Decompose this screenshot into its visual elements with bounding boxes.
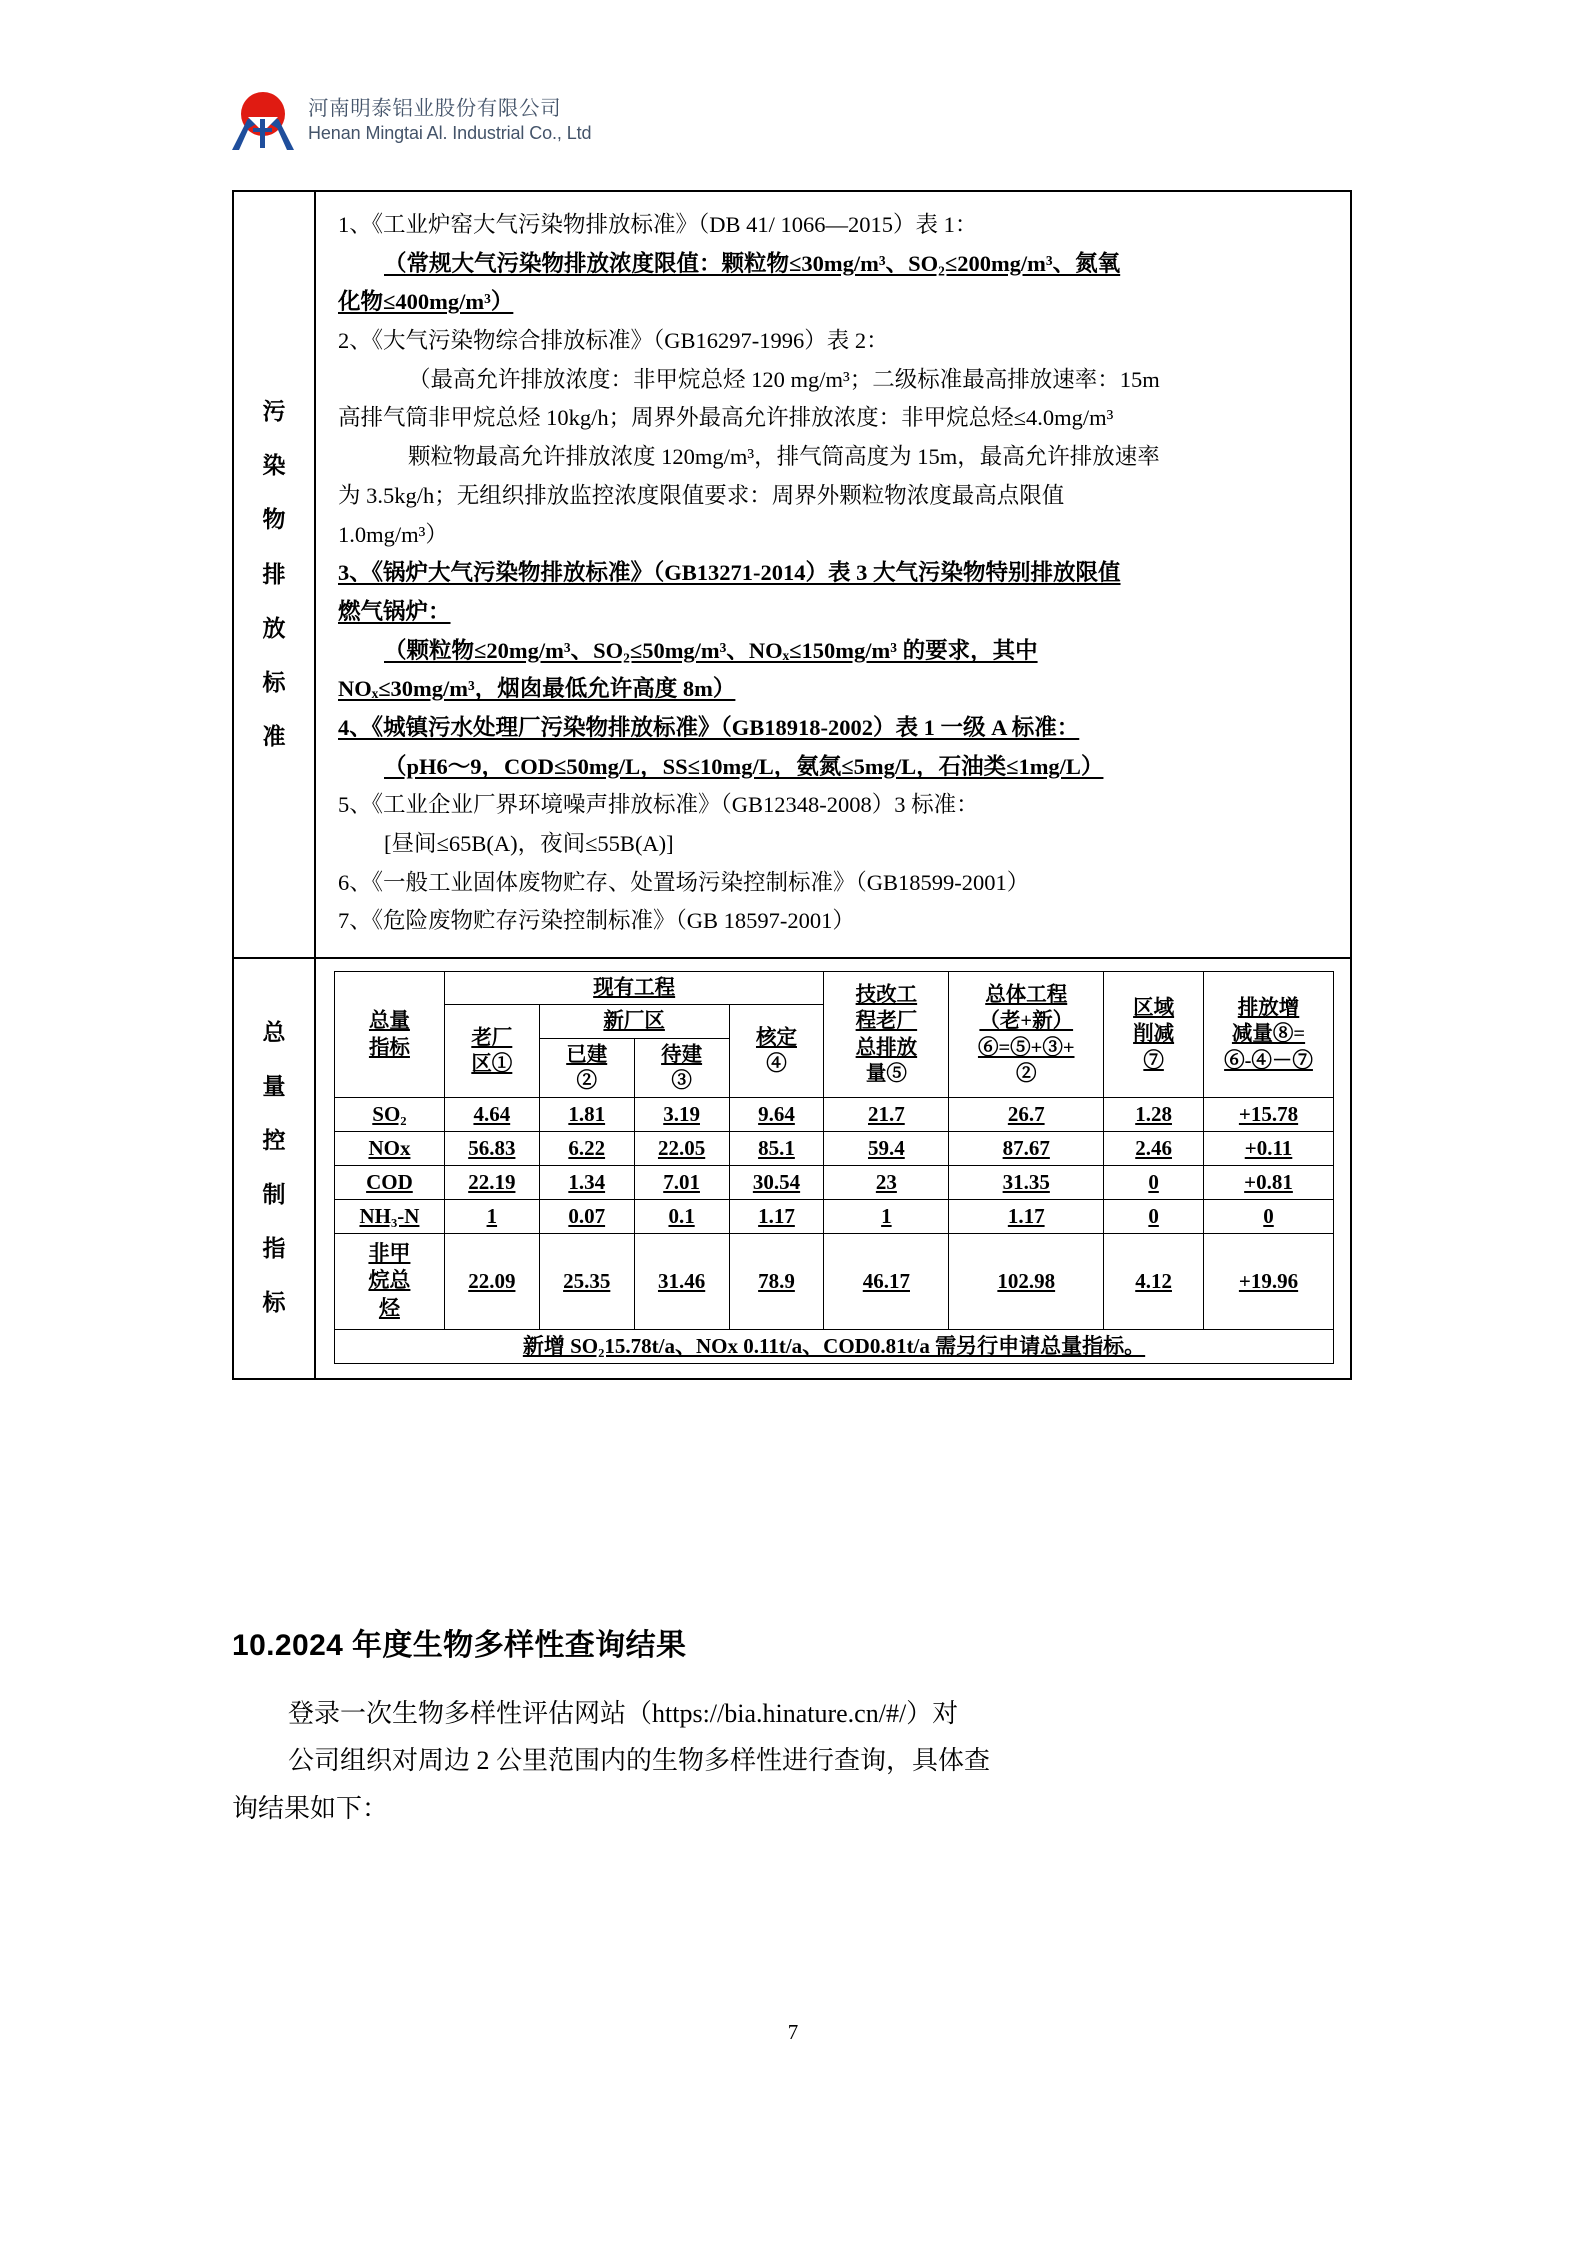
cell-value: 85.1 [729, 1131, 824, 1165]
standard-item-3d: NOₓ≤30mg/m³，烟囱最低允许高度 8m） [338, 676, 736, 702]
quota-data-table [334, 971, 1334, 1363]
th-net-l3: ⑥-④－⑦ [1224, 1049, 1313, 1072]
th-regional-reduction [1104, 972, 1204, 1098]
standards-row-label [234, 192, 316, 957]
cell-value: 1 [444, 1199, 539, 1233]
logo-cross-shape [253, 128, 272, 132]
th-net-l1: 排放增 [1237, 997, 1300, 1020]
cell-value: 1.28 [1104, 1098, 1204, 1132]
company-name-en: Henan Mingtai Al. Industrial Co., Ltd [308, 123, 592, 144]
standard-item-5b: [昼间≤65B(A)，夜间≤55B(A)] [384, 831, 674, 856]
standard-item-2b: （最高允许排放浓度：非甲烷总烃 120 mg/m³；二级标准最高排放速率：15m [408, 366, 1160, 392]
th-overall-l2: （老+新） [979, 1010, 1074, 1033]
cell-value: 26.7 [949, 1098, 1104, 1132]
th-pending [634, 1038, 729, 1097]
quota-data-table-wrap [316, 959, 1350, 1377]
th-net-change [1204, 972, 1334, 1098]
cell-indicator-l1: 非甲 [368, 1240, 411, 1265]
cell-value: 1.81 [539, 1098, 634, 1132]
cell-value: +0.11 [1204, 1131, 1334, 1165]
label-char: 总 [262, 1020, 286, 1046]
label-char: 准 [262, 723, 286, 749]
cell-value: +19.96 [1204, 1233, 1334, 1329]
th-overall-total [949, 972, 1104, 1098]
table-row [335, 1131, 1334, 1165]
cell-value: 0 [1104, 1199, 1204, 1233]
th-group-new-plant-label: 新厂区 [603, 1010, 665, 1033]
label-char: 指 [262, 1236, 286, 1262]
th-approved [729, 1005, 824, 1098]
cell-indicator: SO₂ [335, 1098, 445, 1132]
section-10-paragraph-1: 登录一次生物多样性评估网站（https://bia.hinature.cn/#/）对 [288, 1699, 959, 1728]
standard-item-3b: 燃气锅炉： [338, 598, 451, 624]
quota-summary-note-text: 新增 SO₂15.78t/a、NOx 0.11t/a、COD0.81t/a 需另行申请总量指标。 [522, 1333, 1146, 1358]
label-char: 物 [262, 507, 286, 533]
section-10-heading: 10.2024 年度生物多样性查询结果 [232, 1629, 687, 1662]
cell-value: 6.22 [539, 1131, 634, 1165]
standard-item-3: 3、《锅炉大气污染物排放标准》（GB13271-2014）表 3 大气污染物特别排放限值 [338, 560, 1121, 586]
cell-value: 102.98 [949, 1233, 1104, 1329]
label-char: 染 [262, 453, 286, 479]
th-indicator [335, 972, 445, 1098]
th-retrofit-l3: 总排放 [855, 1036, 918, 1059]
cell-value: 23 [824, 1165, 949, 1199]
th-built [539, 1038, 634, 1097]
cell-value: 7.01 [634, 1165, 729, 1199]
standard-item-4b: （pH6～9，COD≤50mg/L，SS≤10mg/L，氨氮≤5mg/L，石油类≤1mg/L） [384, 753, 1104, 779]
cell-value: 46.17 [824, 1233, 949, 1329]
label-char: 污 [262, 399, 286, 425]
cell-value: 1.17 [729, 1199, 824, 1233]
cell-value: 9.64 [729, 1098, 824, 1132]
cell-value: 3.19 [634, 1098, 729, 1132]
company-name-cn: 河南明泰铝业股份有限公司 [308, 97, 562, 120]
table-summary-row [335, 1329, 1334, 1363]
cell-value: 56.83 [444, 1131, 539, 1165]
th-old-plant [444, 1005, 539, 1098]
th-approved-l2: ④ [766, 1053, 787, 1076]
standard-item-2e: 为 3.5kg/h；无组织排放监控浓度限值要求：周界外颗粒物浓度最高点限值 [338, 482, 1065, 508]
standard-item-2: 2、《大气污染物综合排放标准》（GB16297-1996）表 2： [338, 328, 889, 354]
table-row [335, 1165, 1334, 1199]
th-pending-l1: 待建 [661, 1043, 703, 1066]
cell-value: +15.78 [1204, 1098, 1334, 1132]
cell-indicator-l3: 烃 [378, 1295, 400, 1320]
th-indicator-l1: 总量 [368, 1010, 410, 1033]
cell-value: 22.05 [634, 1131, 729, 1165]
standard-item-6: 6、《一般工业固体废物贮存、处置场污染控制标准》（GB18599-2001） [338, 869, 1030, 895]
label-char: 制 [262, 1182, 286, 1208]
cell-indicator: NOx [335, 1131, 445, 1165]
quota-summary-note [335, 1329, 1334, 1363]
label-char: 标 [262, 1290, 286, 1316]
th-built-l2: ② [576, 1069, 597, 1092]
label-char: 排 [262, 561, 286, 587]
cell-indicator: COD [335, 1165, 445, 1199]
standard-item-2c: 高排气筒非甲烷总烃 10kg/h；周界外最高允许排放浓度：非甲烷总烃≤4.0mg/m³ [338, 405, 1114, 431]
cell-value: 0.07 [539, 1199, 634, 1233]
cell-value: 0.1 [634, 1199, 729, 1233]
cell-value: 21.7 [824, 1098, 949, 1132]
th-regional-l2: 削减 [1133, 1023, 1175, 1046]
standard-item-1: 1、《工业炉窑大气污染物排放标准》（DB 41/ 1066—2015）表 1： [338, 212, 978, 237]
table-row [335, 1199, 1334, 1233]
mingtai-logo-icon [232, 92, 294, 150]
standard-item-7: 7、《危险废物贮存污染控制标准》（GB 18597-2001） [338, 908, 855, 934]
cell-value: 31.46 [634, 1233, 729, 1329]
th-old-plant-l2: 区① [471, 1053, 513, 1076]
cell-value: +0.81 [1204, 1165, 1334, 1199]
quota-row [234, 959, 1350, 1377]
cell-value: 78.9 [729, 1233, 824, 1329]
standard-item-2d: 颗粒物最高允许排放浓度 120mg/m³，排气筒高度为 15m，最高允许排放速率 [408, 444, 1160, 470]
cell-indicator [335, 1233, 445, 1329]
standard-item-3c: （颗粒物≤20mg/m³、SO₂≤50mg/m³、NOₓ≤150mg/m³ 的要求，其中 [384, 637, 1038, 663]
table-header-row-1 [335, 972, 1334, 1005]
th-group-existing-label: 现有工程 [593, 977, 676, 1000]
standard-item-1c: 化物≤400mg/m³） [338, 289, 514, 315]
standards-row [234, 192, 1350, 959]
th-net-l2: 减量⑧= [1231, 1023, 1306, 1046]
th-retrofit-l4: 量⑤ [865, 1062, 907, 1085]
main-frame-table [232, 190, 1352, 1380]
section-10-paragraph-3: 询结果如下： [232, 1793, 389, 1823]
cell-value: 4.12 [1104, 1233, 1204, 1329]
cell-value: 30.54 [729, 1165, 824, 1199]
standard-item-1b: （常规大气污染物排放浓度限值：颗粒物≤30mg/m³、SO₂≤200mg/m³、氮氧 [384, 250, 1121, 276]
cell-value: 59.4 [824, 1131, 949, 1165]
cell-value: 1.17 [949, 1199, 1104, 1233]
cell-value: 25.35 [539, 1233, 634, 1329]
th-regional-l3: ⑦ [1143, 1049, 1164, 1072]
cell-value: 0 [1104, 1165, 1204, 1199]
cell-value: 87.67 [949, 1131, 1104, 1165]
th-overall-l4: ② [1015, 1062, 1037, 1085]
th-pending-l2: ③ [671, 1069, 692, 1092]
standard-item-4: 4、《城镇污水处理厂污染物排放标准》（GB18918-2002）表 1 一级 A 标准： [338, 714, 1080, 740]
label-char: 放 [262, 615, 286, 641]
th-overall-l3: ⑥=⑤+③+ [977, 1036, 1075, 1059]
th-regional-l1: 区域 [1133, 997, 1175, 1020]
th-approved-l1: 核定 [755, 1026, 797, 1049]
cell-value: 0 [1204, 1199, 1334, 1233]
th-retrofit-l1: 技改工 [855, 984, 918, 1007]
th-retrofit-total [824, 972, 949, 1098]
company-name-block [308, 98, 591, 144]
standard-item-5: 5、《工业企业厂界环境噪声排放标准》（GB12348-2008）3 标准： [338, 792, 979, 818]
th-old-plant-l1: 老厂 [471, 1026, 513, 1049]
standard-item-2f: 1.0mg/m³） [338, 521, 448, 547]
th-retrofit-l2: 程老厂 [855, 1010, 918, 1033]
table-row [335, 1098, 1334, 1132]
cell-value: 22.19 [444, 1165, 539, 1199]
th-overall-l1: 总体工程 [985, 984, 1068, 1007]
page-number: 7 [787, 2020, 799, 2044]
table-row [335, 1233, 1334, 1329]
th-indicator-l2: 指标 [368, 1036, 410, 1059]
cell-indicator: NH₃-N [335, 1199, 445, 1233]
cell-value: 4.64 [444, 1098, 539, 1132]
label-char: 量 [262, 1074, 286, 1100]
section-10 [232, 1620, 1362, 1832]
cell-value: 1.34 [539, 1165, 634, 1199]
label-char: 标 [262, 669, 286, 695]
cell-indicator-l2: 烷总 [368, 1268, 411, 1293]
quota-row-label [234, 959, 316, 1377]
cell-value: 31.35 [949, 1165, 1104, 1199]
logo-stem-shape [260, 119, 265, 148]
th-built-l1: 已建 [566, 1043, 608, 1066]
cell-value: 2.46 [1104, 1131, 1204, 1165]
section-10-paragraph-2: 公司组织对周边 2 公里范围内的生物多样性进行查询，具体查 [288, 1746, 991, 1776]
cell-value: 1 [824, 1199, 949, 1233]
th-group-existing [444, 972, 824, 1005]
cell-value: 22.09 [444, 1233, 539, 1329]
standards-list [316, 192, 1350, 957]
page-header [232, 92, 591, 150]
label-char: 控 [262, 1128, 286, 1154]
th-group-new-plant [539, 1005, 729, 1038]
